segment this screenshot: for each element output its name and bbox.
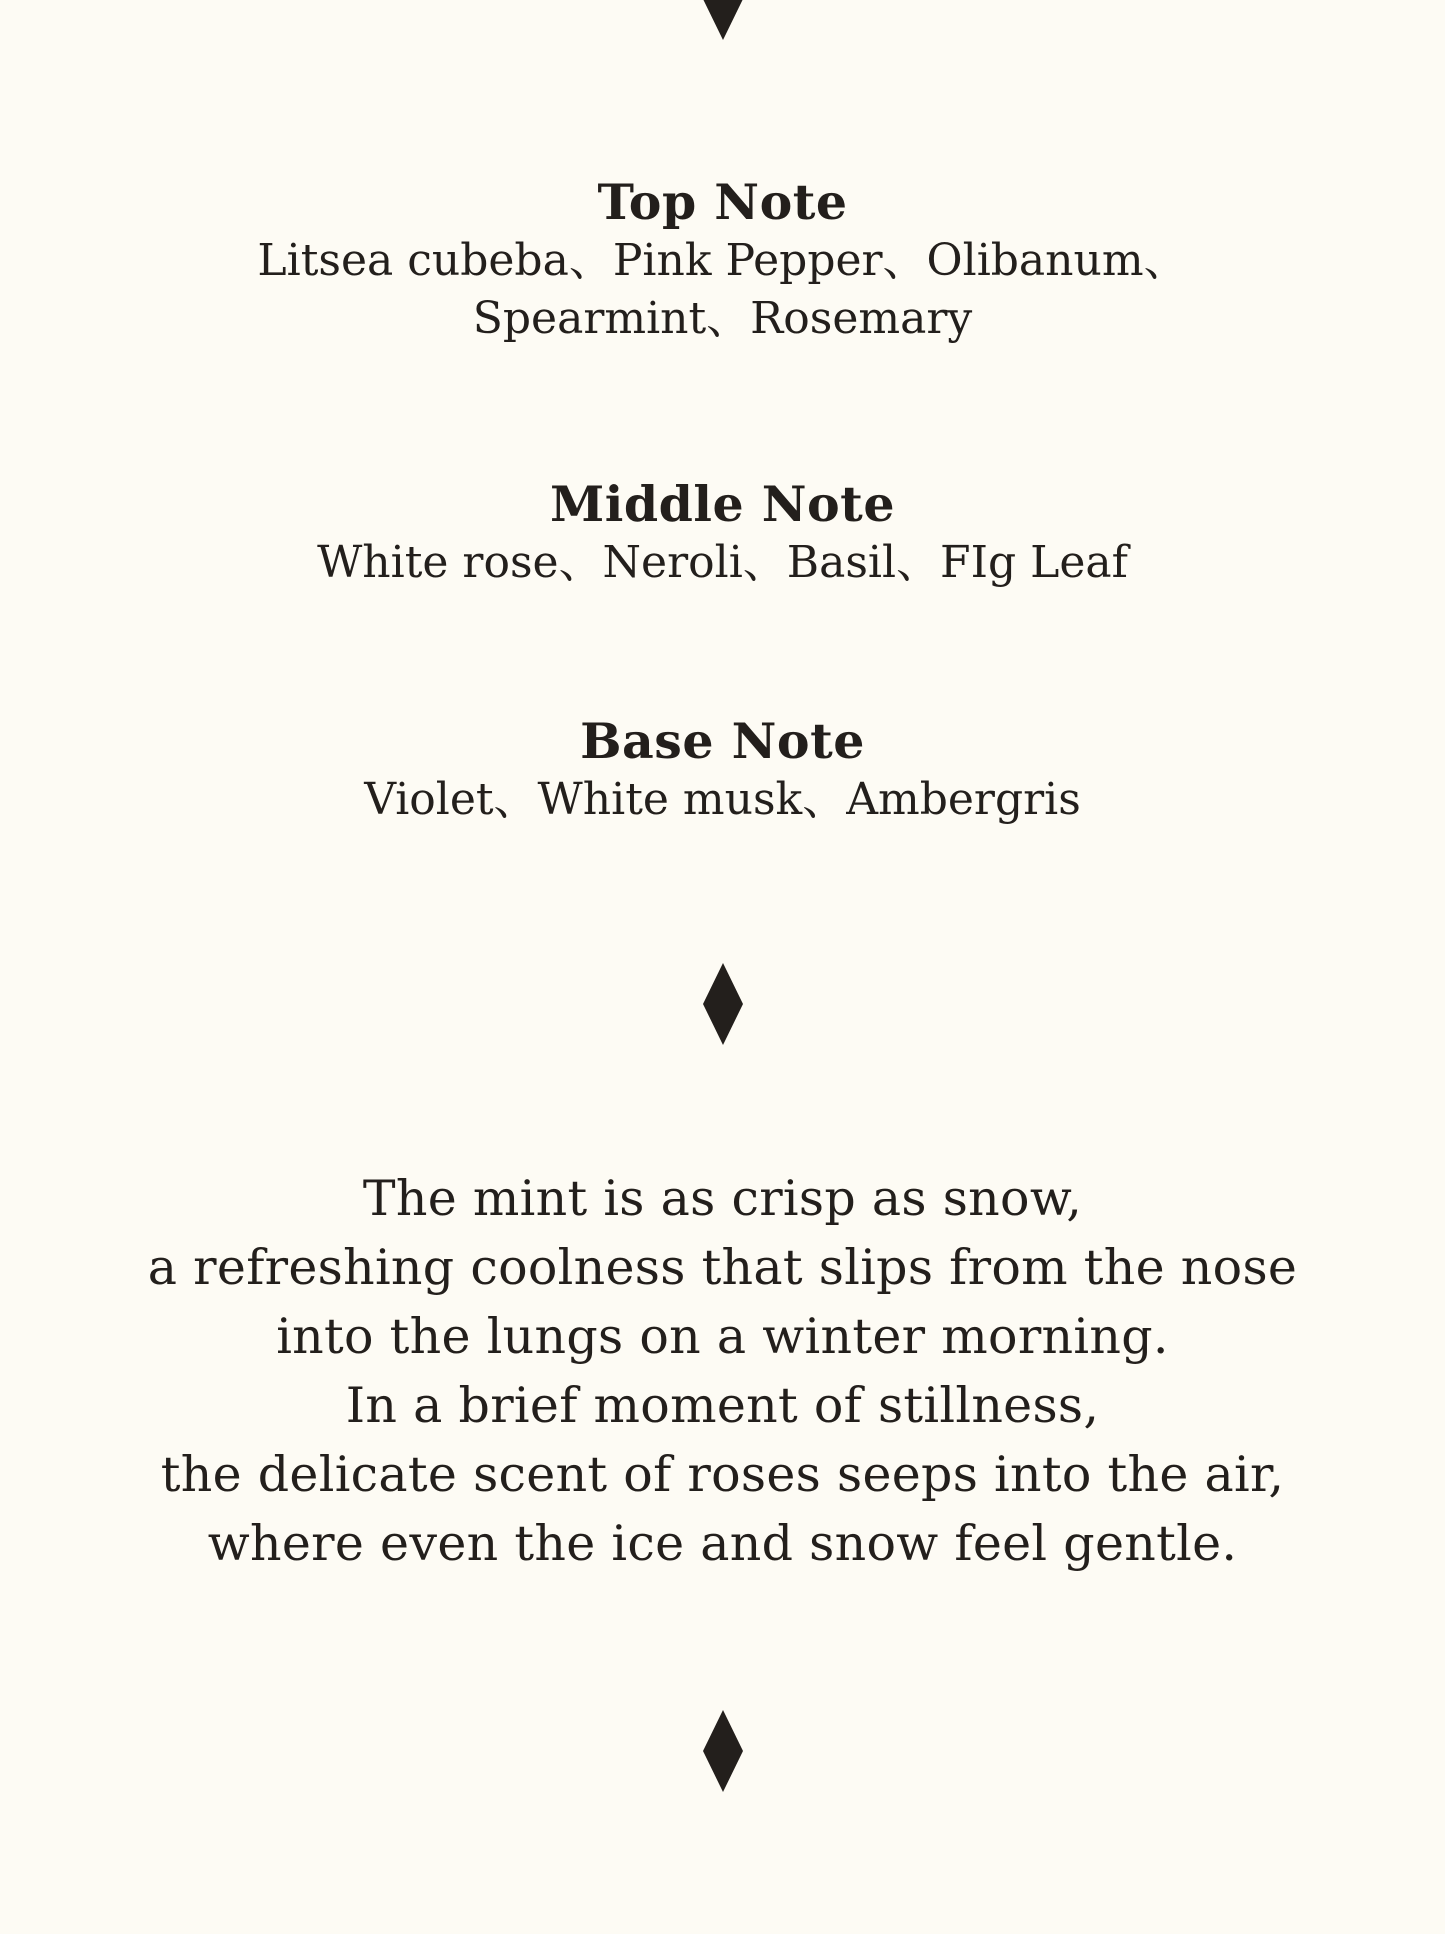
middle-note-ingredients: White rose、Neroli、Basil、FIg Leaf bbox=[317, 537, 1128, 588]
base-note-title: Base Note bbox=[580, 712, 865, 770]
top-note-section bbox=[0, 172, 1445, 348]
middle-note-title: Middle Note bbox=[549, 475, 895, 533]
poem-line: In a brief moment of stillness, bbox=[345, 1377, 1100, 1434]
poem-line: where even the ice and snow feel gentle. bbox=[207, 1515, 1238, 1572]
top-note-title: Top Note bbox=[597, 173, 848, 231]
top-note-ingredients-line-1: Litsea cubeba、Pink Pepper、Olibanum、 bbox=[257, 235, 1188, 286]
diamond-ornament-icon bbox=[703, 963, 743, 1045]
base-note-ingredients: Violet、White musk、Ambergris bbox=[364, 774, 1081, 825]
middle-note-section bbox=[0, 474, 1445, 592]
diamond-ornament-icon bbox=[703, 0, 743, 40]
base-note-section bbox=[0, 711, 1445, 829]
poem-line: into the lungs on a winter morning. bbox=[276, 1308, 1169, 1365]
diamond-ornament-icon bbox=[703, 1710, 743, 1792]
poem-line: The mint is as crisp as snow, bbox=[362, 1170, 1083, 1227]
poem-line: a refreshing coolness that slips from the nose bbox=[147, 1239, 1298, 1296]
top-note-ingredients-line-2: Spearmint、Rosemary bbox=[472, 293, 973, 344]
poem-line: the delicate scent of roses seeps into the air, bbox=[160, 1446, 1285, 1503]
poem bbox=[0, 1164, 1445, 1578]
